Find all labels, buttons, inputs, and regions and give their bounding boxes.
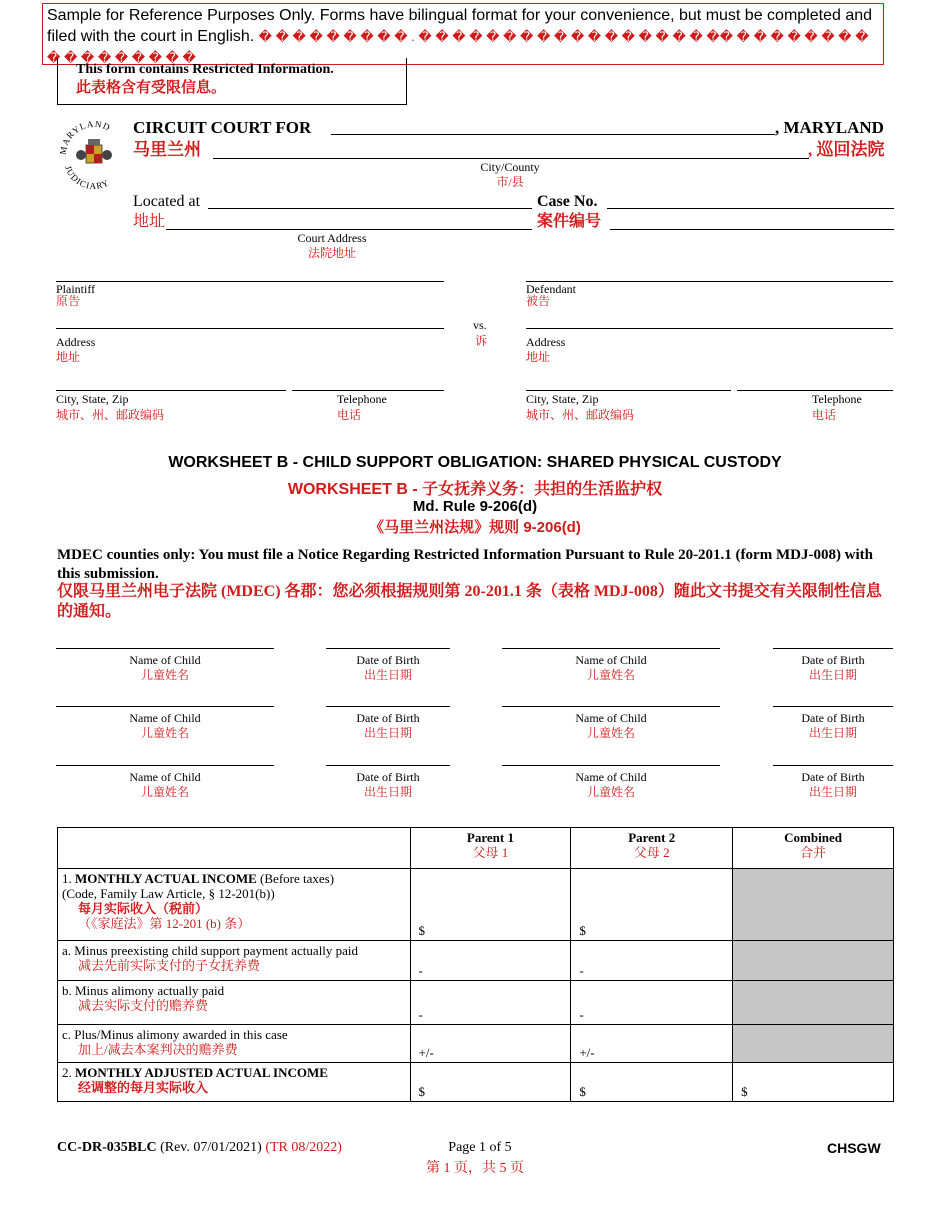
defendant-csz-line[interactable] bbox=[526, 390, 731, 391]
row-b-combined-shaded bbox=[733, 981, 894, 1025]
row2-parent1-input[interactable]: $ bbox=[410, 1063, 571, 1102]
child-name-line[interactable] bbox=[502, 706, 720, 707]
child-name-label: Name of Child bbox=[575, 770, 647, 784]
county-line[interactable] bbox=[331, 134, 775, 135]
case-no-label: Case No. bbox=[537, 193, 598, 210]
child-name-zh: 儿童姓名 bbox=[586, 785, 635, 799]
table-row bbox=[58, 869, 894, 941]
row2-combined-input[interactable]: $ bbox=[733, 1063, 894, 1102]
child-name-line[interactable] bbox=[56, 765, 274, 766]
child-dob-label: Date of Birth bbox=[356, 711, 420, 725]
plaintiff-csz-zh: 城市、州、邮政编码 bbox=[56, 408, 165, 422]
defendant-tel-zh: 电话 bbox=[812, 408, 837, 422]
child-dob-zh: 出生日期 bbox=[808, 668, 857, 682]
child-name-label: Name of Child bbox=[129, 653, 201, 667]
svg-text:JUDICIARY bbox=[63, 164, 111, 191]
row1-parent1-input[interactable]: $ bbox=[410, 869, 571, 941]
row-b-parent2-input[interactable]: - bbox=[571, 981, 733, 1025]
header-parent2: Parent 2 父母 2 bbox=[571, 828, 733, 869]
child-dob-label: Date of Birth bbox=[801, 711, 865, 725]
child-dob-label: Date of Birth bbox=[801, 653, 865, 667]
plaintiff-csz-line[interactable] bbox=[56, 390, 286, 391]
row-c-description: c. Plus/Minus alimony awarded in this case 加上/减去本案判决的赡养费 bbox=[58, 1025, 411, 1063]
form-tr: (TR 08/2022) bbox=[265, 1140, 342, 1155]
vs-label: vs. bbox=[473, 318, 487, 332]
form-code-right: CHSGW bbox=[827, 1140, 881, 1156]
banner-english: Sample for Reference Purposes Only. Forms have bilingual format for your convenience, but must be completed and filed with the court in English. bbox=[47, 7, 873, 45]
maryland-label: , MARYLAND bbox=[775, 118, 884, 137]
page-number-zh: 第 1 页，共 5 页 bbox=[426, 1161, 524, 1176]
case-number-line-zh bbox=[610, 229, 894, 230]
defendant-address-label: Address bbox=[526, 335, 566, 349]
plaintiff-tel-line[interactable] bbox=[292, 390, 444, 391]
rule-label-zh: 《马里兰州法规》规则 9-206(d) bbox=[369, 519, 581, 536]
child-dob-line[interactable] bbox=[326, 648, 450, 649]
child-name-zh: 儿童姓名 bbox=[140, 785, 189, 799]
row-b-parent1-input[interactable]: - bbox=[410, 981, 571, 1025]
plaintiff-line[interactable] bbox=[56, 281, 444, 282]
child-name-label: Name of Child bbox=[575, 653, 647, 667]
seal-bottom-text: JUDICIARY bbox=[63, 164, 112, 192]
defendant-address-line[interactable] bbox=[526, 328, 893, 329]
table-row bbox=[58, 1025, 894, 1063]
mdec-notice: MDEC counties only: You must file a Notice Regarding Restricted Information Pursuant to Rule 20-201.1 (form MDJ-008) with this submission. bbox=[57, 547, 874, 582]
defendant-label: Defendant bbox=[526, 282, 576, 296]
located-at-label: Located at bbox=[133, 193, 201, 210]
plaintiff-zh: 原告 bbox=[56, 294, 81, 308]
child-name-line[interactable] bbox=[56, 648, 274, 649]
child-dob-zh: 出生日期 bbox=[363, 785, 412, 799]
row2-description: 2. MONTHLY ADJUSTED ACTUAL INCOME 经调整的每月实际收入 bbox=[58, 1063, 411, 1102]
child-name-line[interactable] bbox=[502, 765, 720, 766]
plaintiff-label: Plaintiff bbox=[56, 282, 96, 296]
header-combined: Combined 合并 bbox=[733, 828, 894, 869]
plaintiff-address-zh: 地址 bbox=[56, 350, 81, 364]
restricted-en: This form contains Restricted Information. bbox=[76, 62, 334, 77]
worksheet-title-zh: WORKSHEET B - 子女抚养义务：共担的生活监护权 bbox=[287, 481, 663, 498]
form-number bbox=[57, 1140, 342, 1156]
circuit-court-zh: 马里兰州 bbox=[133, 140, 201, 159]
child-name-label: Name of Child bbox=[575, 711, 647, 725]
child-dob-zh: 出生日期 bbox=[363, 668, 412, 682]
defendant-line[interactable] bbox=[526, 281, 893, 282]
child-dob-line[interactable] bbox=[773, 648, 893, 649]
form-code: CC-DR-035BLC bbox=[57, 1140, 157, 1155]
svg-text:MARYLAND bbox=[58, 119, 112, 155]
county-line-zh bbox=[213, 158, 809, 159]
child-dob-zh: 出生日期 bbox=[363, 726, 412, 740]
header-blank-cell bbox=[58, 828, 411, 869]
row-c-parent2-input[interactable]: +/- bbox=[571, 1025, 733, 1063]
child-name-zh: 儿童姓名 bbox=[586, 668, 635, 682]
table-row bbox=[58, 941, 894, 981]
table-header-row bbox=[58, 828, 894, 869]
worksheet-title: WORKSHEET B - CHILD SUPPORT OBLIGATION: SHARED PHYSICAL CUSTODY bbox=[168, 454, 782, 471]
vs-zh: 诉 bbox=[475, 334, 488, 348]
child-dob-line[interactable] bbox=[773, 706, 893, 707]
child-dob-label: Date of Birth bbox=[356, 653, 420, 667]
located-at-zh: 地址 bbox=[133, 213, 166, 230]
child-dob-line[interactable] bbox=[326, 765, 450, 766]
maryland-zh: , 巡回法院 bbox=[808, 140, 885, 159]
plaintiff-address-label: Address bbox=[56, 335, 96, 349]
row-c-parent1-input[interactable]: +/- bbox=[410, 1025, 571, 1063]
plaintiff-csz-label: City, State, Zip bbox=[56, 392, 129, 406]
row-a-description: a. Minus preexisting child support payment actually paid 减去先前实际支付的子女抚养费 bbox=[58, 941, 411, 981]
city-county-label: City/County bbox=[480, 160, 540, 174]
row-a-parent2-input[interactable]: - bbox=[571, 941, 733, 981]
banner-garbled: � � � � � � � � � . � � � � � � � � � � � � � � � � � �� � � � � � � � � � � � � � � � � � bbox=[47, 29, 869, 65]
worksheet-table bbox=[57, 827, 894, 1102]
court-address-line[interactable] bbox=[208, 208, 532, 209]
child-name-line[interactable] bbox=[56, 706, 274, 707]
defendant-zh: 被告 bbox=[526, 294, 551, 308]
plaintiff-tel-zh: 电话 bbox=[337, 408, 362, 422]
child-name-zh: 儿童姓名 bbox=[140, 726, 189, 740]
court-address-label: Court Address bbox=[297, 231, 367, 245]
child-name-zh: 儿童姓名 bbox=[140, 668, 189, 682]
table-row bbox=[58, 981, 894, 1025]
child-name-label: Name of Child bbox=[129, 770, 201, 784]
maryland-judiciary-seal bbox=[58, 117, 130, 197]
header-parent1: Parent 1 父母 1 bbox=[410, 828, 571, 869]
defendant-address-zh: 地址 bbox=[526, 350, 551, 364]
row1-combined-shaded bbox=[733, 869, 894, 941]
page-number: Page 1 of 5 bbox=[448, 1140, 512, 1155]
seal-graphic bbox=[58, 117, 130, 197]
child-dob-label: Date of Birth bbox=[356, 770, 420, 784]
row2-parent2-input[interactable]: $ bbox=[571, 1063, 733, 1102]
defendant-tel-line[interactable] bbox=[737, 390, 893, 391]
defendant-csz-label: City, State, Zip bbox=[526, 392, 599, 406]
seal-top-text: MARYLAND bbox=[58, 118, 113, 156]
court-address-line-zh bbox=[166, 229, 532, 230]
child-dob-zh: 出生日期 bbox=[808, 726, 857, 740]
child-name-zh: 儿童姓名 bbox=[586, 726, 635, 740]
row-c-combined-shaded bbox=[733, 1025, 894, 1063]
child-dob-line[interactable] bbox=[326, 706, 450, 707]
rule-label: Md. Rule 9-206(d) bbox=[412, 498, 538, 515]
row1-parent2-input[interactable]: $ bbox=[571, 869, 733, 941]
row1-description: 1. MONTHLY ACTUAL INCOME (Before taxes) (Code, Family Law Article, § 12-201(b)) 每月实际收入（税前） （《家庭法》第 12-201 (b) 条） bbox=[58, 869, 411, 941]
child-name-label: Name of Child bbox=[129, 711, 201, 725]
reference-banner bbox=[42, 3, 884, 65]
row-a-parent1-input[interactable]: - bbox=[410, 941, 571, 981]
child-name-line[interactable] bbox=[502, 648, 720, 649]
plaintiff-tel-label: Telephone bbox=[337, 392, 387, 406]
restricted-info-box bbox=[57, 58, 407, 105]
child-dob-zh: 出生日期 bbox=[808, 785, 857, 799]
plaintiff-address-line[interactable] bbox=[56, 328, 444, 329]
defendant-csz-zh: 城市、州、邮政编码 bbox=[526, 408, 635, 422]
child-dob-line[interactable] bbox=[773, 765, 893, 766]
child-dob-label: Date of Birth bbox=[801, 770, 865, 784]
court-address-zh: 法院地址 bbox=[307, 246, 356, 260]
city-county-zh: 市/县 bbox=[496, 175, 524, 189]
form-rev: (Rev. 07/01/2021) bbox=[156, 1140, 266, 1155]
case-number-line[interactable] bbox=[607, 208, 894, 209]
mdec-notice-zh: 仅限马里兰州电子法院 (MDEC) 各郡：您必须根据规则第 20-201.1 条（表格 MDJ-008）随此文书提交有关限制性信息的通知。 bbox=[57, 583, 882, 620]
row-a-combined-shaded bbox=[733, 941, 894, 981]
restricted-zh: 此表格含有受限信息。 bbox=[76, 80, 227, 96]
defendant-tel-label: Telephone bbox=[812, 392, 862, 406]
row-b-description: b. Minus alimony actually paid 减去实际支付的赡养费 bbox=[58, 981, 411, 1025]
case-no-zh: 案件编号 bbox=[537, 213, 602, 230]
circuit-court-label: CIRCUIT COURT FOR bbox=[133, 118, 312, 137]
table-row bbox=[58, 1063, 894, 1102]
